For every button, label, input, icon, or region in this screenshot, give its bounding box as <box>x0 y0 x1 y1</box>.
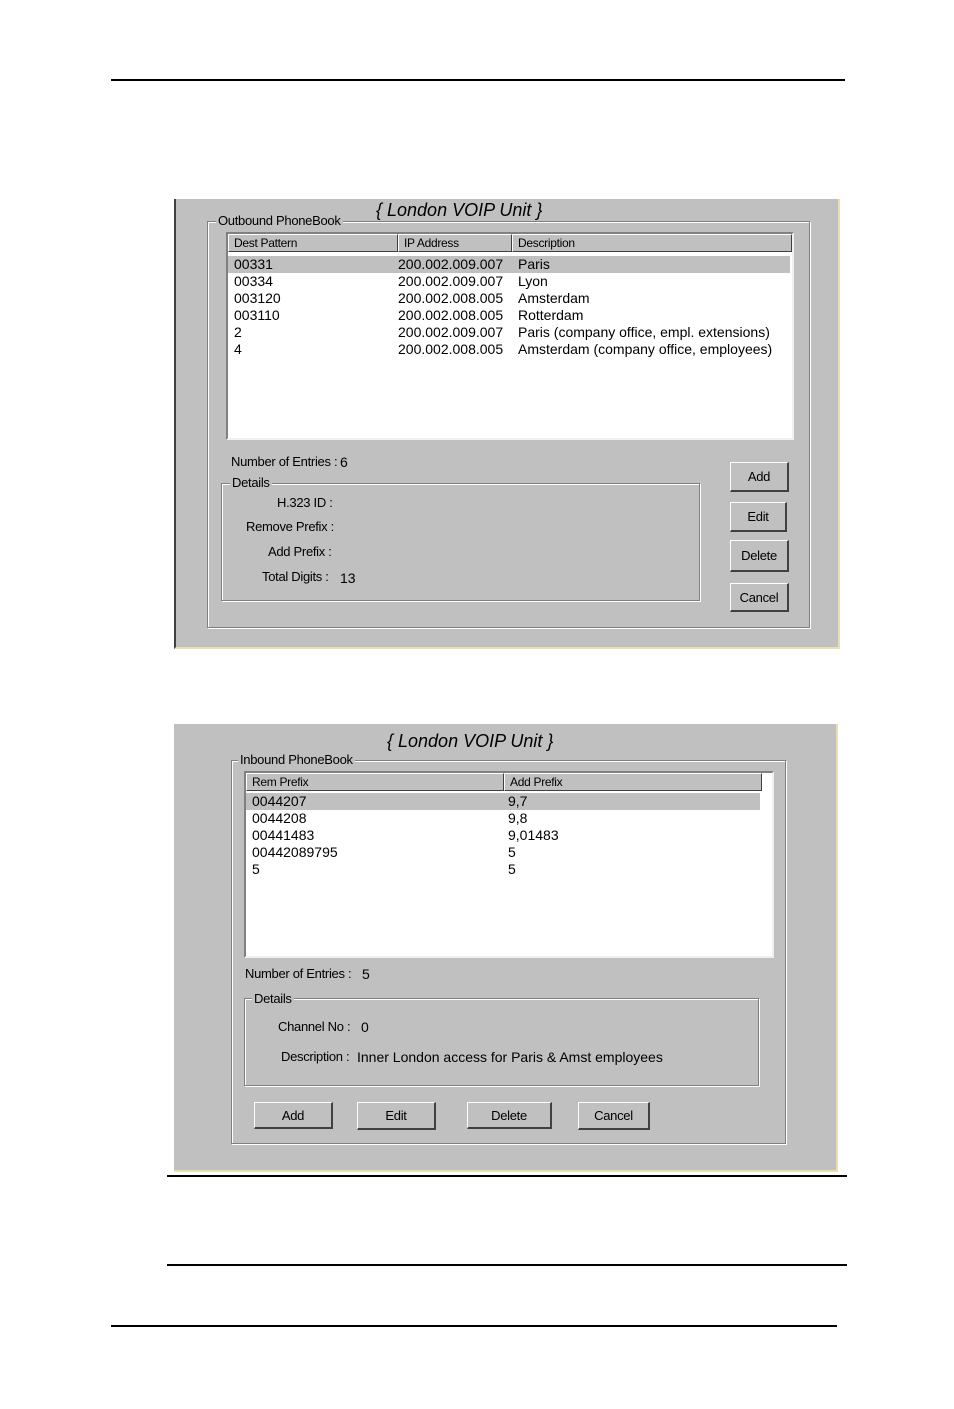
table-row[interactable] <box>246 810 760 827</box>
outbound-entries-value: 6 <box>340 454 348 470</box>
table-row[interactable] <box>228 307 790 324</box>
inbound-window-title: { London VOIP Unit } <box>387 731 554 751</box>
inbound-cancel-button[interactable]: Cancel <box>578 1102 650 1130</box>
outbound-delete-button[interactable]: Delete <box>730 540 789 572</box>
cell-dest-pattern: 00334 <box>234 273 273 289</box>
table-row[interactable] <box>246 861 760 878</box>
outbound-entries-label: Number of Entries : <box>231 454 338 469</box>
table-row[interactable] <box>228 290 790 307</box>
inbound-description-value: Inner London access for Paris & Amst employees <box>357 1049 663 1065</box>
outbound-list-header <box>228 234 792 252</box>
cell-rem-prefix: 00441483 <box>252 827 315 843</box>
table-row[interactable] <box>246 793 760 810</box>
inbound-phonebook-label: Inbound PhoneBook <box>240 752 353 767</box>
outbound-phonebook-window <box>174 199 840 649</box>
cell-description: Rotterdam <box>518 307 584 323</box>
cell-dest-pattern: 003110 <box>234 307 280 323</box>
inbound-phonebook-window <box>174 724 838 1172</box>
cell-description: Paris <box>518 256 550 272</box>
inbound-delete-button[interactable]: Delete <box>467 1102 552 1129</box>
cell-rem-prefix: 00442089795 <box>252 844 338 860</box>
cell-description: Lyon <box>518 273 548 289</box>
column-rem-prefix[interactable]: Rem Prefix <box>246 773 504 791</box>
column-description[interactable]: Description <box>512 234 792 252</box>
footer-rule <box>111 1325 837 1327</box>
table-row[interactable] <box>228 341 790 358</box>
cell-add-prefix: 9,8 <box>508 810 528 826</box>
inbound-list-header <box>246 773 772 791</box>
cell-add-prefix: 5 <box>508 844 516 860</box>
cell-ip-address: 200.002.008.005 <box>398 307 504 323</box>
inbound-entries-label: Number of Entries : <box>245 966 352 981</box>
cell-rem-prefix: 0044207 <box>252 793 307 809</box>
cell-dest-pattern: 003120 <box>234 290 281 306</box>
column-add-prefix[interactable]: Add Prefix <box>504 773 762 791</box>
outbound-edit-button[interactable]: Edit <box>730 502 787 532</box>
cell-description: Amsterdam <box>518 290 590 306</box>
cell-add-prefix: 9,7 <box>508 793 528 809</box>
inbound-edit-button[interactable]: Edit <box>357 1102 436 1130</box>
add-prefix-label: Add Prefix : <box>268 544 332 559</box>
cell-dest-pattern: 4 <box>234 341 242 357</box>
inbound-description-label: Description : <box>281 1049 350 1064</box>
outbound-add-button[interactable]: Add <box>730 462 789 492</box>
outbound-phonebook-label: Outbound PhoneBook <box>218 213 341 228</box>
h323-id-label: H.323 ID : <box>277 495 333 510</box>
table-row[interactable] <box>246 827 760 844</box>
cell-ip-address: 200.002.008.005 <box>398 290 504 306</box>
outbound-cancel-button[interactable]: Cancel <box>730 583 789 612</box>
column-dest-pattern[interactable]: Dest Pattern <box>228 234 398 252</box>
caption-rule-top <box>167 1175 847 1177</box>
cell-ip-address: 200.002.008.005 <box>398 341 504 357</box>
total-digits-value: 13 <box>340 570 356 586</box>
outbound-phonebook-list[interactable] <box>226 232 794 440</box>
cell-description: Paris (company office, empl. extensions) <box>518 324 770 340</box>
inbound-entries-value: 5 <box>362 966 370 982</box>
remove-prefix-label: Remove Prefix : <box>246 519 334 534</box>
inbound-phonebook-list[interactable] <box>244 771 774 958</box>
cell-rem-prefix: 5 <box>252 861 260 877</box>
cell-ip-address: 200.002.009.007 <box>398 324 504 340</box>
cell-add-prefix: 5 <box>508 861 516 877</box>
total-digits-label: Total Digits : <box>262 569 329 584</box>
table-row[interactable] <box>228 324 790 341</box>
caption-rule-bottom <box>167 1264 847 1266</box>
outbound-window-title: { London VOIP Unit } <box>376 200 543 220</box>
cell-ip-address: 200.002.009.007 <box>398 256 504 272</box>
inbound-details-group <box>244 998 759 1086</box>
cell-description: Amsterdam (company office, employees) <box>518 341 773 357</box>
channel-no-value: 0 <box>361 1019 369 1035</box>
cell-dest-pattern: 00331 <box>234 256 273 272</box>
header-rule <box>111 79 845 81</box>
inbound-details-label: Details <box>254 991 292 1006</box>
cell-add-prefix: 9,01483 <box>508 827 559 843</box>
table-row[interactable] <box>228 256 790 273</box>
column-ip-address[interactable]: IP Address <box>398 234 512 252</box>
cell-dest-pattern: 2 <box>234 324 242 340</box>
outbound-details-label: Details <box>232 475 270 490</box>
table-row[interactable] <box>228 273 790 290</box>
inbound-add-button[interactable]: Add <box>254 1102 333 1129</box>
cell-rem-prefix: 0044208 <box>252 810 307 826</box>
table-row[interactable] <box>246 844 760 861</box>
channel-no-label: Channel No : <box>278 1019 351 1034</box>
cell-ip-address: 200.002.009.007 <box>398 273 504 289</box>
